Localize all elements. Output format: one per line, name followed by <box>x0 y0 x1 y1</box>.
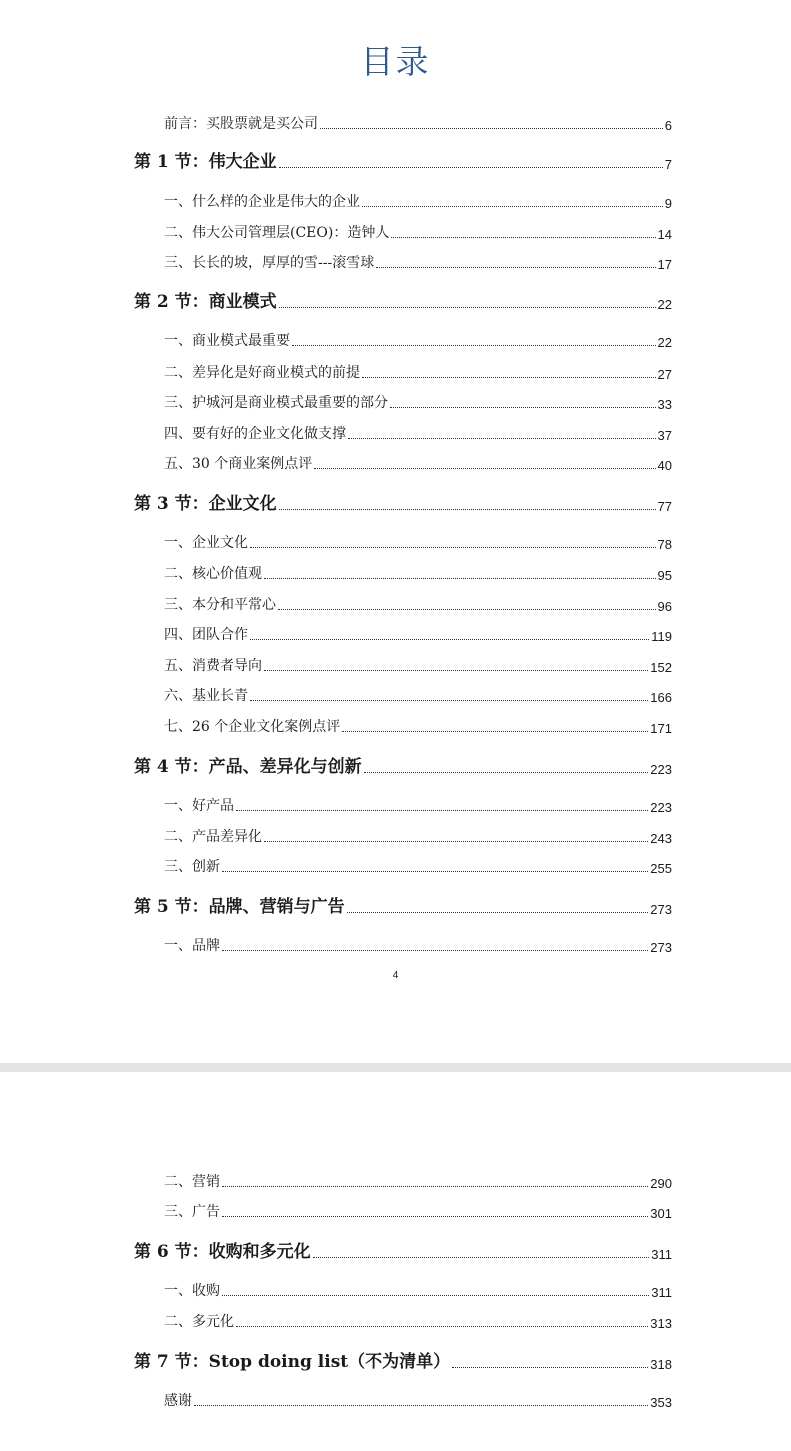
toc-section-entry[interactable] <box>134 150 672 172</box>
toc-entry[interactable] <box>164 1171 672 1191</box>
toc-entry-label: 二、产品差异化 <box>164 829 262 845</box>
toc-entry[interactable] <box>164 935 672 955</box>
toc-entry[interactable] <box>164 685 672 705</box>
toc-entry-page: 243 <box>650 831 672 846</box>
toc-entry-label: 四、团队合作 <box>164 627 248 643</box>
dot-leader <box>347 911 649 913</box>
dot-leader <box>222 1294 649 1296</box>
dot-leader <box>222 1215 648 1217</box>
toc-entry-page: 7 <box>664 157 672 172</box>
toc-entry-label: 三、长长的坡，厚厚的雪---滚雪球 <box>164 255 375 271</box>
toc-entry-label: 第 4 节：产品、差异化与创新 <box>134 757 362 777</box>
dot-leader <box>390 406 656 408</box>
toc-entry[interactable] <box>164 392 672 412</box>
dot-leader <box>342 730 648 732</box>
toc-section-entry[interactable] <box>134 290 672 312</box>
toc-entry-label: 二、多元化 <box>164 1314 234 1330</box>
toc-entry[interactable] <box>164 655 672 675</box>
toc-entry-label: 五、30 个商业案例点评 <box>164 456 313 472</box>
dot-leader <box>250 699 648 701</box>
dot-leader <box>279 508 656 510</box>
toc-entry[interactable] <box>164 826 672 846</box>
toc-entry-label: 前言：买股票就是买公司 <box>164 116 318 132</box>
dot-leader <box>292 344 656 346</box>
toc-entry-page: 77 <box>657 499 672 514</box>
toc-entry-label: 二、核心价值观 <box>164 566 262 582</box>
dot-leader <box>278 608 656 610</box>
toc-entry-page: 223 <box>650 800 672 815</box>
dot-leader <box>314 467 655 469</box>
toc-entry-page: 273 <box>650 902 672 917</box>
toc-entry[interactable] <box>164 563 672 583</box>
toc-entry[interactable] <box>164 362 672 382</box>
toc-entry-page: 9 <box>664 196 672 211</box>
toc-entry-page: 152 <box>650 660 672 675</box>
toc-entry[interactable] <box>164 1280 672 1300</box>
toc-entry-label: 二、营销 <box>164 1174 220 1190</box>
dot-leader <box>320 127 663 129</box>
dot-leader <box>250 546 656 548</box>
dot-leader <box>279 306 656 308</box>
toc-entry-page: 311 <box>651 1247 672 1262</box>
toc-entry-page: 14 <box>657 227 672 242</box>
toc-entry-label: 第 6 节：收购和多元化 <box>134 1242 311 1262</box>
toc-entry-page: 17 <box>657 257 672 272</box>
toc-entry[interactable] <box>164 1311 672 1331</box>
dot-leader <box>364 771 649 773</box>
toc-entry-label: 三、护城河是商业模式最重要的部分 <box>164 395 388 411</box>
toc-entry-label: 一、品牌 <box>164 938 220 954</box>
toc-section-entry[interactable] <box>134 895 672 917</box>
dot-leader <box>348 437 656 439</box>
toc-entry-page: 301 <box>650 1206 672 1221</box>
toc-section-entry[interactable] <box>134 755 672 777</box>
toc-entry-page: 22 <box>657 335 672 350</box>
dot-leader <box>313 1256 650 1258</box>
toc-entry-label: 二、差异化是好商业模式的前提 <box>164 365 360 381</box>
toc-section-entry[interactable] <box>134 492 672 514</box>
toc-entry-page: 78 <box>657 537 672 552</box>
dot-leader <box>362 205 663 207</box>
dot-leader <box>222 949 648 951</box>
toc-entry[interactable] <box>164 795 672 815</box>
toc-entry-label: 一、什么样的企业是伟大的企业 <box>164 194 360 210</box>
dot-leader <box>376 266 655 268</box>
dot-leader <box>222 1185 648 1187</box>
page-number: 4 <box>392 970 399 981</box>
toc-entry-label: 第 5 节：品牌、营销与广告 <box>134 897 345 917</box>
toc-entry-label: 七、26 个企业文化案例点评 <box>164 719 341 735</box>
toc-entry-page: 40 <box>657 458 672 473</box>
dot-leader <box>279 166 663 168</box>
toc-entry-label: 三、创新 <box>164 859 220 875</box>
document-page-2 <box>0 1072 791 1451</box>
toc-entry-page: 223 <box>650 762 672 777</box>
dot-leader <box>452 1366 648 1368</box>
page-separator <box>0 1063 791 1072</box>
toc-entry-label: 三、本分和平常心 <box>164 597 276 613</box>
toc-entry-page: 6 <box>664 118 672 133</box>
toc-entry-label: 一、收购 <box>164 1283 220 1299</box>
toc-entry[interactable] <box>164 1201 672 1221</box>
dot-leader <box>264 577 656 579</box>
toc-entry-label: 四、要有好的企业文化做支撑 <box>164 426 346 442</box>
toc-entry-label: 一、好产品 <box>164 798 234 814</box>
dot-leader <box>236 1325 648 1327</box>
toc-entry[interactable] <box>164 624 672 644</box>
dot-leader <box>236 809 648 811</box>
toc-entry-page: 311 <box>651 1285 672 1300</box>
toc-entry[interactable] <box>164 113 672 133</box>
dot-leader <box>264 840 648 842</box>
toc-entry[interactable] <box>164 594 672 614</box>
toc-entry-label: 第 2 节：商业模式 <box>134 292 277 312</box>
toc-entry-label: 第 7 节：Stop doing list（不为清单） <box>134 1352 451 1372</box>
toc-entry-page: 22 <box>657 297 672 312</box>
toc-entry-label: 第 1 节：伟大企业 <box>134 152 277 172</box>
toc-entry-page: 27 <box>657 367 672 382</box>
toc-entry-label: 二、伟大公司管理层(CEO)：造钟人 <box>164 225 390 241</box>
toc-entry[interactable] <box>164 1390 672 1410</box>
toc-entry-label: 第 3 节：企业文化 <box>134 494 277 514</box>
toc-entry-label: 一、商业模式最重要 <box>164 333 290 349</box>
toc-entry[interactable] <box>164 191 672 211</box>
toc-entry-page: 353 <box>650 1395 672 1410</box>
dot-leader <box>264 669 648 671</box>
toc-entry-page: 318 <box>650 1357 672 1372</box>
toc-entry[interactable] <box>164 532 672 552</box>
toc-entry-label: 一、企业文化 <box>164 535 248 551</box>
toc-entry-page: 290 <box>650 1176 672 1191</box>
dot-leader <box>362 376 656 378</box>
toc-entry-label: 六、基业长青 <box>164 688 248 704</box>
toc-entry-page: 95 <box>657 568 672 583</box>
toc-entry-page: 273 <box>650 940 672 955</box>
dot-leader <box>194 1404 648 1406</box>
toc-entry-label: 感谢 <box>164 1393 192 1409</box>
toc-entry-page: 313 <box>650 1316 672 1331</box>
toc-entry[interactable] <box>164 222 672 242</box>
toc-section-entry[interactable] <box>134 1350 672 1372</box>
toc-entry-label: 五、消费者导向 <box>164 658 262 674</box>
toc-entry[interactable] <box>164 423 672 443</box>
dot-leader <box>222 870 648 872</box>
toc-entry-page: 166 <box>650 690 672 705</box>
toc-entry[interactable] <box>164 330 672 350</box>
toc-entry[interactable] <box>164 453 672 473</box>
toc-entry-page: 255 <box>650 861 672 876</box>
dot-leader <box>391 236 655 238</box>
toc-entry-page: 37 <box>657 428 672 443</box>
toc-entry-page: 96 <box>657 599 672 614</box>
toc-title: 目录 <box>360 42 431 81</box>
toc-entry[interactable] <box>164 856 672 876</box>
toc-entry[interactable] <box>164 252 672 272</box>
toc-section-entry[interactable] <box>134 1240 672 1262</box>
dot-leader <box>250 638 649 640</box>
toc-entry-page: 33 <box>657 397 672 412</box>
toc-entry-label: 三、广告 <box>164 1204 220 1220</box>
toc-entry[interactable] <box>164 716 672 736</box>
toc-entry-page: 171 <box>650 721 672 736</box>
toc-entry-page: 119 <box>651 629 672 644</box>
